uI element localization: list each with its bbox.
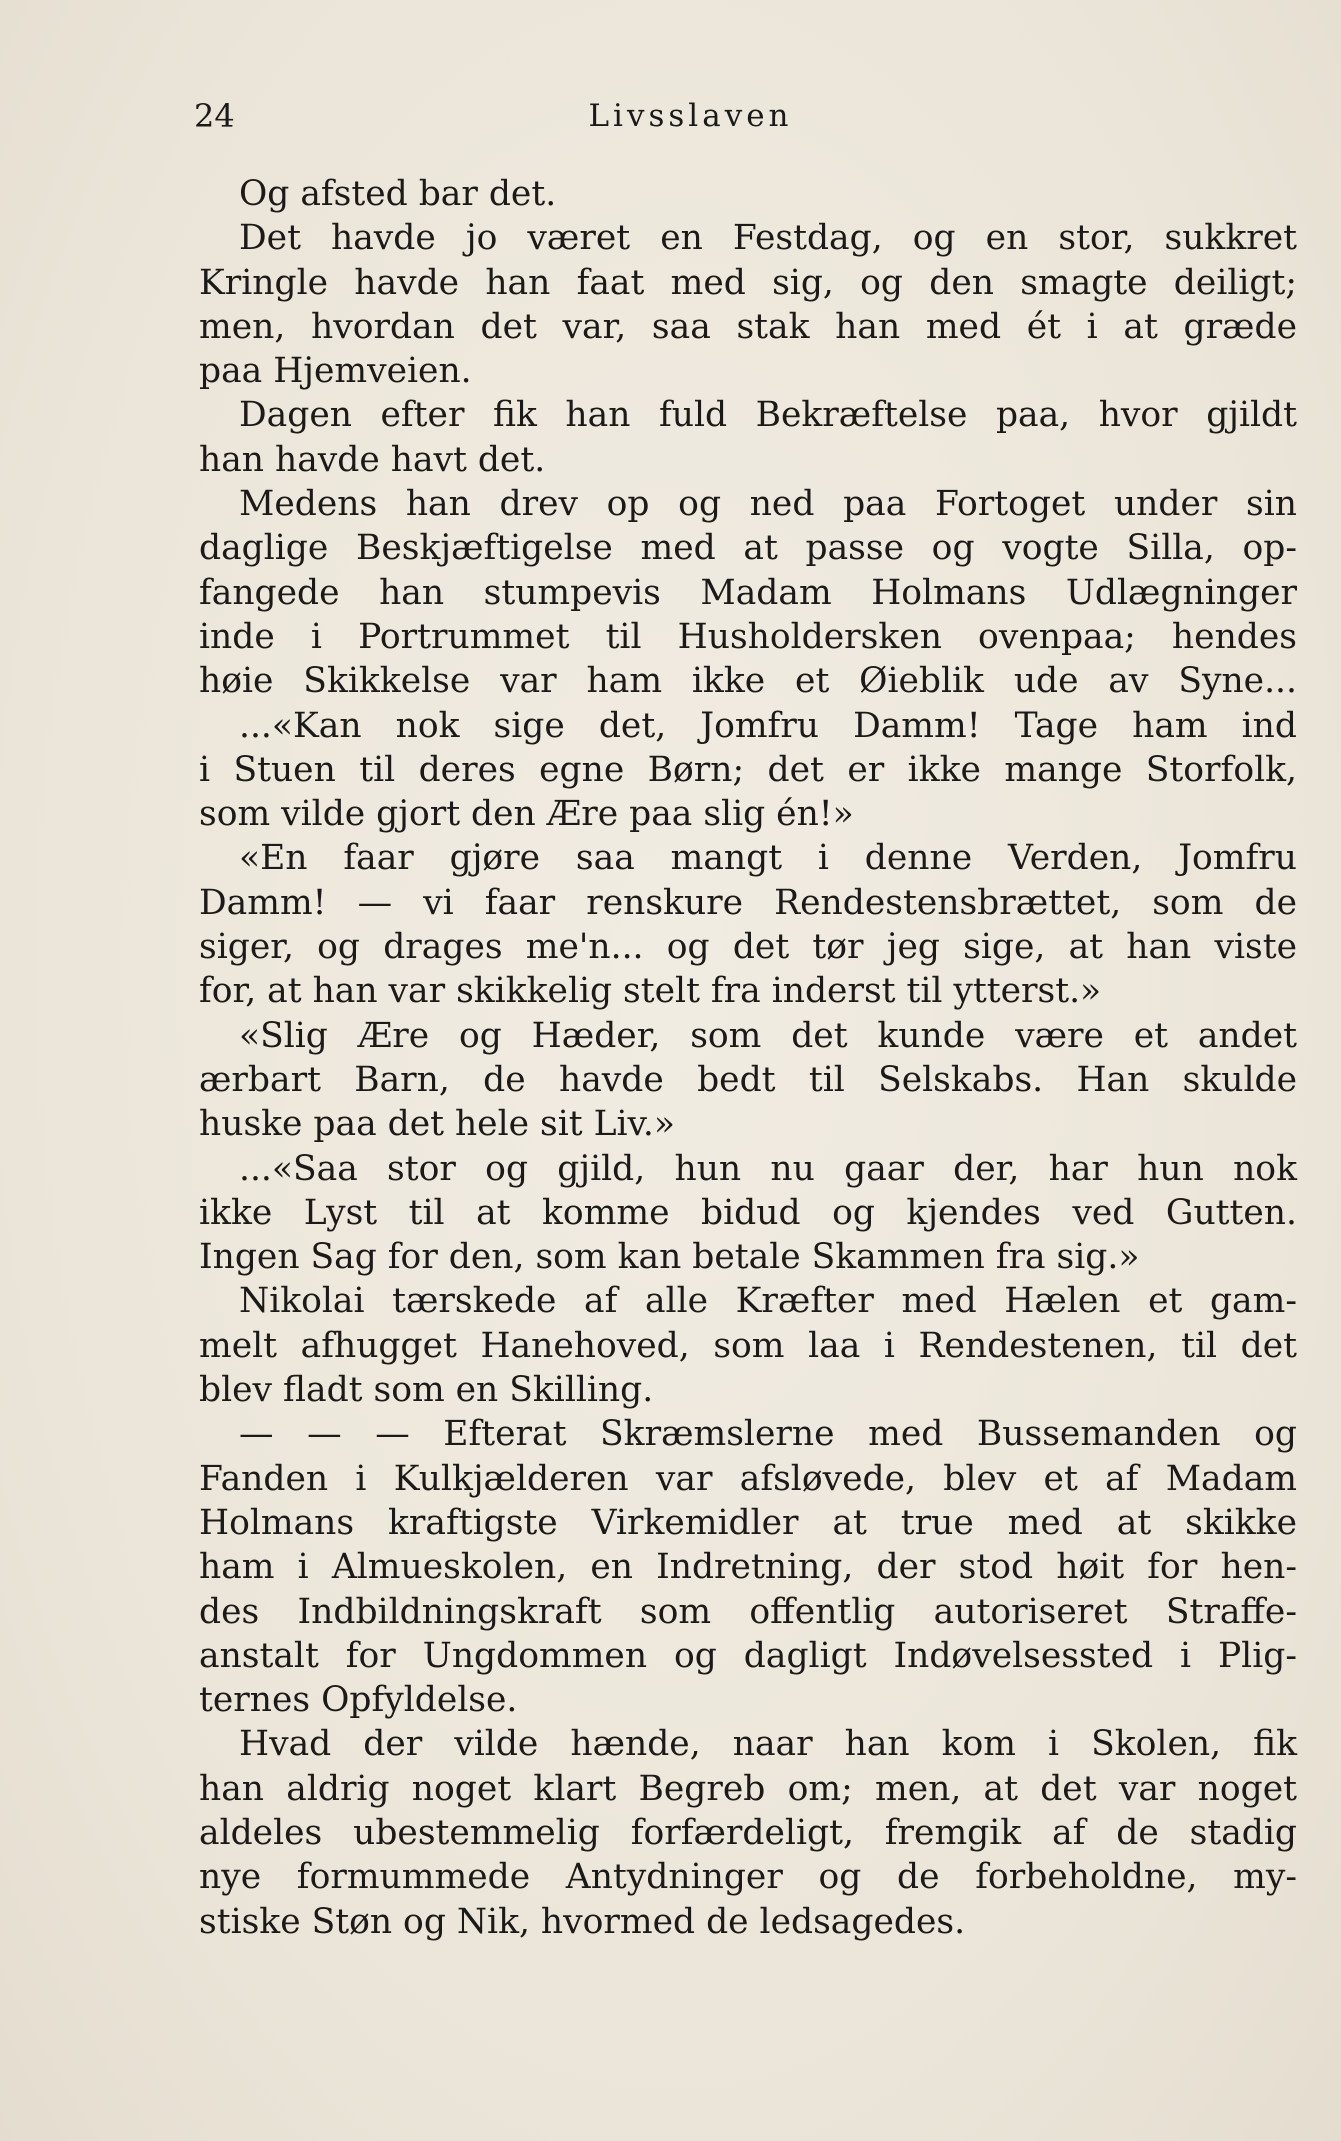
text-line: ...«Kan nok sige det, Jomfru Damm! Tage ham ind xyxy=(239,705,1297,746)
text-line: i Stuen til deres egne Børn; det er ikke mange Storfolk, xyxy=(199,749,1297,790)
text-line: Holmans kraftigste Virkemidler at true med at skikke xyxy=(199,1502,1297,1543)
text-line: Kringle havde han faat med sig, og den smagte deiligt; xyxy=(199,262,1297,303)
text-line: anstalt for Ungdommen og dagligt Indøvelsessted i Plig- xyxy=(199,1635,1297,1676)
text-line: — — — Efterat Skræmslerne med Bussemanden og xyxy=(239,1414,1297,1455)
text-line: Dagen efter fik han fuld Bekræftelse paa, hvor gjildt xyxy=(239,395,1297,436)
text-line: nye formummede Antydninger og de forbeholdne, my- xyxy=(199,1857,1297,1898)
text-line: høie Skikkelse var ham ikke et Øieblik ude av Syne... xyxy=(199,661,1297,702)
text-line: melt afhugget Hanehoved, som laa i Rendestenen, til det xyxy=(199,1325,1297,1366)
text-line: blev fladt som en Skilling. xyxy=(199,1370,654,1411)
text-line: des Indbildningskraft som offentlig autoriseret Straffe- xyxy=(199,1591,1297,1632)
text-line: siger, og drages me'n... og det tør jeg sige, at han viste xyxy=(199,927,1297,968)
body-text xyxy=(199,172,1297,1944)
text-line: ...«Saa stor og gjild, hun nu gaar der, har hun nok xyxy=(239,1148,1297,1189)
text-line: Ingen Sag for den, som kan betale Skammen fra sig.» xyxy=(199,1237,1140,1278)
text-line: Det havde jo været en Festdag, og en stor, sukkret xyxy=(239,218,1297,259)
text-line: men, hvordan det var, saa stak han med ét i at græde xyxy=(199,306,1297,347)
text-line: inde i Portrummet til Husholdersken ovenpaa; hendes xyxy=(199,616,1297,657)
text-line: paa Hjemveien. xyxy=(199,351,472,392)
text-line: Og afsted bar det. xyxy=(239,174,557,214)
text-line: for, at han var skikkelig stelt fra inderst til ytterst.» xyxy=(199,971,1102,1012)
text-line: aldeles ubestemmelig forfærdeligt, fremgik af de stadig xyxy=(199,1812,1297,1853)
text-line: ham i Almueskolen, en Indretning, der stod høit for hen- xyxy=(199,1547,1297,1588)
text-line: Medens han drev op og ned paa Fortoget under sin xyxy=(239,484,1297,525)
text-line: daglige Beskjæftigelse med at passe og vogte Silla, op- xyxy=(199,528,1297,569)
text-line: Damm! — vi faar renskure Rendestensbrættet, som de xyxy=(199,882,1297,923)
text-line: han havde havt det. xyxy=(199,439,546,480)
text-line: som vilde gjort den Ære paa slig én!» xyxy=(199,794,854,835)
text-line: ternes Opfyldelse. xyxy=(199,1680,518,1721)
text-line: huske paa det hele sit Liv.» xyxy=(199,1104,675,1145)
text-line: Nikolai tærskede af alle Kræfter med Hælen et gam- xyxy=(239,1281,1297,1322)
text-line: «Slig Ære og Hæder, som det kunde være et andet xyxy=(239,1015,1297,1056)
text-line: Fanden i Kulkjælderen var afsløvede, blev et af Madam xyxy=(199,1458,1297,1499)
text-line: Hvad der vilde hænde, naar han kom i Skolen, fik xyxy=(239,1724,1297,1765)
text-line: stiske Støn og Nik, hvormed de ledsagedes. xyxy=(199,1901,966,1942)
text-line: ikke Lyst til at komme bidud og kjendes ved Gutten. xyxy=(199,1192,1297,1233)
running-title: Livsslaven xyxy=(588,98,793,134)
text-line: ærbart Barn, de havde bedt til Selskabs. Han skulde xyxy=(199,1059,1297,1100)
page-number: 24 xyxy=(194,97,235,135)
text-line: fangede han stumpevis Madam Holmans Udlægninger xyxy=(199,572,1297,613)
text-line: «En faar gjøre saa mangt i denne Verden, Jomfru xyxy=(239,838,1297,879)
text-line: han aldrig noget klart Begreb om; men, at det var noget xyxy=(199,1768,1297,1809)
